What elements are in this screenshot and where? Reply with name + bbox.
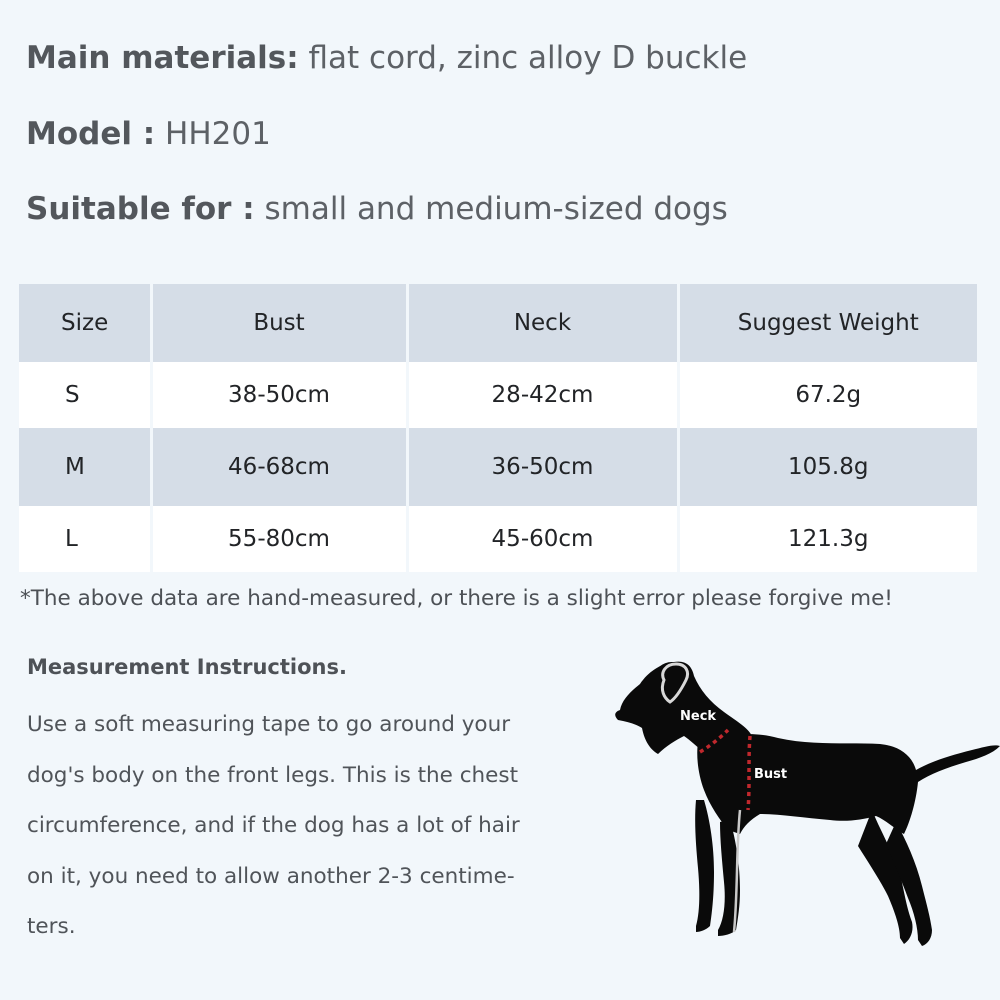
cell-size: M <box>19 428 151 506</box>
neck-label: Neck <box>680 709 717 724</box>
header-size: Size <box>19 284 151 362</box>
cell-weight: 67.2g <box>678 362 977 428</box>
cropped-previous-text <box>505 0 655 4</box>
cell-size: L <box>19 506 151 572</box>
header-neck: Neck <box>407 284 678 362</box>
spec-model-key: Model : <box>26 116 156 152</box>
table-header-row <box>19 284 977 362</box>
measurement-note: *The above data are hand-measured, or there is a slight error please forgive me! <box>20 586 893 611</box>
spec-materials <box>26 38 747 78</box>
table-row <box>19 362 977 428</box>
spec-suitable-value: small and medium-sized dogs <box>264 191 728 227</box>
cell-size: S <box>19 362 151 428</box>
instructions-title: Measurement Instructions. <box>27 655 347 679</box>
instructions-line: on it, you need to allow another 2-3 centime- <box>27 863 515 889</box>
bust-label: Bust <box>754 767 788 782</box>
spec-materials-key: Main materials: <box>26 40 299 76</box>
cell-bust: 46-68cm <box>151 428 407 506</box>
cell-weight: 105.8g <box>678 428 977 506</box>
table-row <box>19 506 977 572</box>
cell-weight: 121.3g <box>678 506 977 572</box>
header-bust: Bust <box>151 284 407 362</box>
instructions-body <box>27 700 617 953</box>
cell-bust: 55-80cm <box>151 506 407 572</box>
spec-materials-value: flat cord, zinc alloy D buckle <box>308 40 748 76</box>
spec-suitable-key: Suitable for : <box>26 191 255 227</box>
header-suggest-weight: Suggest Weight <box>678 284 977 362</box>
spec-model-value: HH201 <box>165 116 271 152</box>
instructions-line: Use a soft measuring tape to go around your <box>27 712 511 737</box>
cell-neck: 28-42cm <box>407 362 678 428</box>
spec-model <box>26 114 271 154</box>
cell-neck: 36-50cm <box>407 428 678 506</box>
instructions-line: dog's body on the front legs. This is the chest <box>27 762 519 788</box>
cell-bust: 38-50cm <box>151 362 407 428</box>
dog-measurement-illustration <box>600 650 1000 960</box>
table-row <box>19 428 977 506</box>
spec-suitable <box>26 189 728 229</box>
size-table <box>19 284 977 572</box>
instructions-line: ters. <box>27 914 76 939</box>
instructions-line: circumference, and if the dog has a lot of hair <box>27 813 520 838</box>
cell-neck: 45-60cm <box>407 506 678 572</box>
dog-silhouette <box>615 662 1000 946</box>
